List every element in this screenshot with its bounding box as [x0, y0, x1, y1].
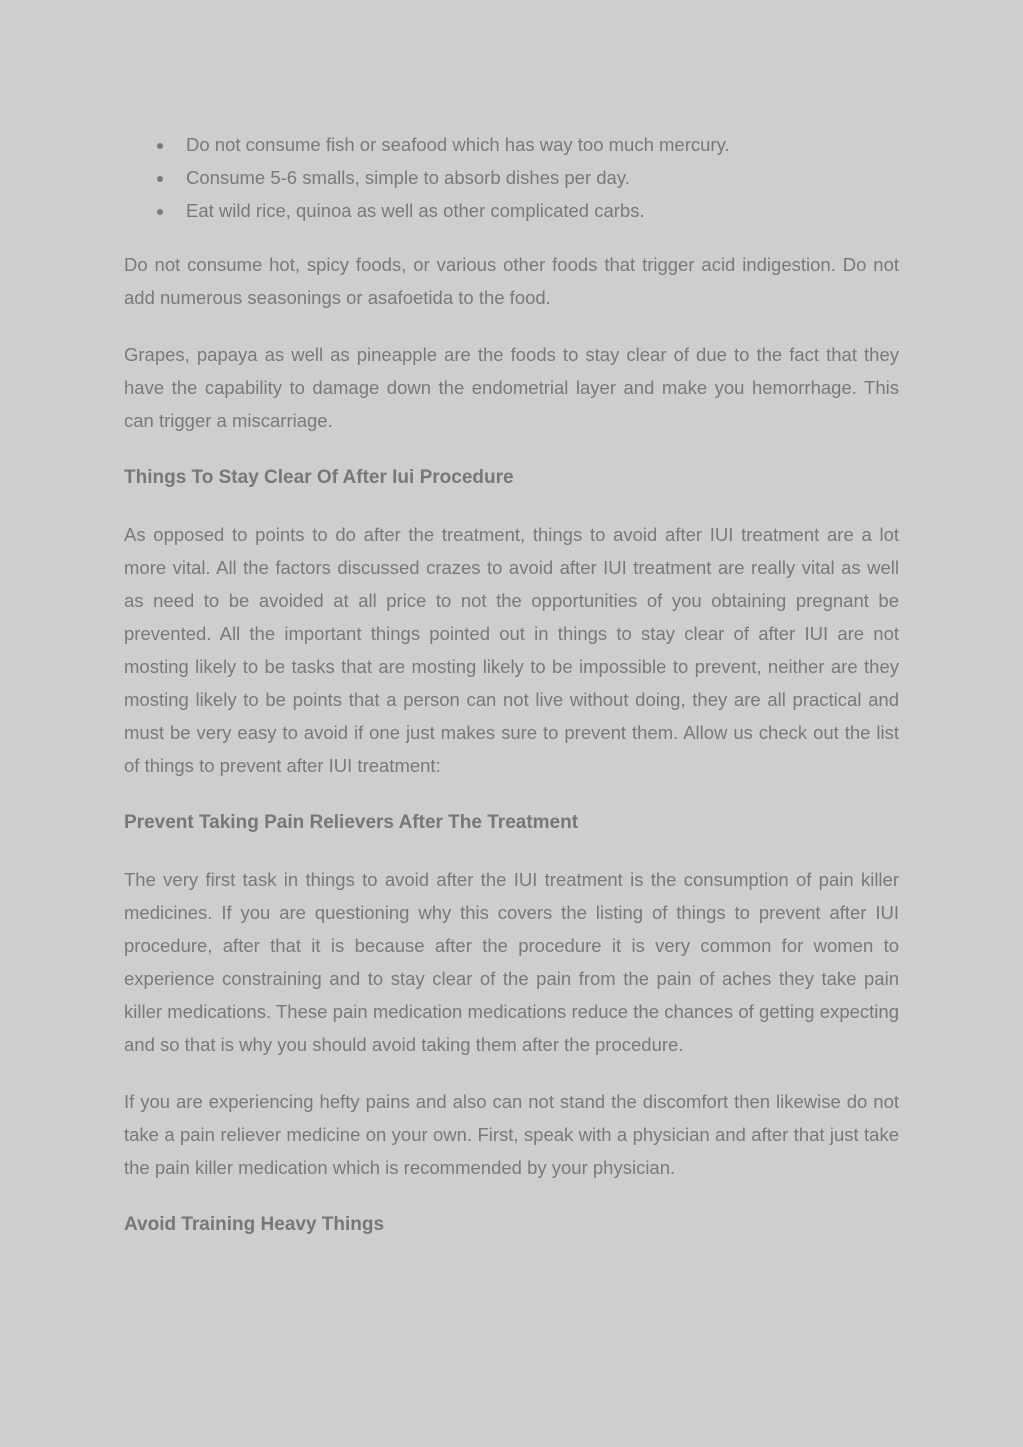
paragraph-spicy-foods: Do not consume hot, spicy foods, or various other foods that trigger acid indigestion. Do not add numerous seasonings or asafoetida to the food. — [124, 254, 899, 308]
section-heading-pain-relievers: Prevent Taking Pain Relievers After The Treatment — [124, 812, 579, 833]
paragraph-fruits-to-avoid: Grapes, papaya as well as pineapple are the foods to stay clear of due to the fact that they have the capability to damage down the endometrial layer and make you hemorrhage. This can trigger a miscarriage. — [124, 344, 899, 431]
document-body — [124, 128, 899, 1265]
list-item-text: Consume 5-6 smalls, simple to absorb dishes per day. — [186, 167, 630, 188]
list-item — [124, 194, 899, 227]
bullet-list — [124, 128, 899, 227]
section-heading-heavy-things: Avoid Training Heavy Things — [124, 1214, 385, 1235]
section-heading-things-to-avoid: Things To Stay Clear Of After Iui Procedure — [124, 467, 514, 488]
bullet-icon — [157, 176, 163, 182]
list-item-text: Eat wild rice, quinoa as well as other complicated carbs. — [186, 200, 645, 221]
paragraph-things-to-avoid: As opposed to points to do after the treatment, things to avoid after IUI treatment are a lot more vital. All the factors discussed crazes to avoid after IUI treatment are really vital as well as need to be avoided at all price to not the opportunities of you obtaining pregnant be prevented. All the important things pointed out in things to stay clear of after IUI are not mosting likely to be tasks that are mosting likely to be impossible to prevent, neither are they mosting likely to be points that a person can not live without doing, they are all practical and must be very easy to avoid if one just makes sure to prevent them. Allow us check out the list of things to prevent after IUI treatment: — [124, 524, 899, 776]
bullet-icon — [157, 143, 163, 149]
list-item — [124, 128, 899, 161]
paragraph-consult-physician: If you are experiencing hefty pains and also can not stand the discomfort then likewise do not take a pain reliever medicine on your own. First, speak with a physician and after that just take the pain killer medication which is recommended by your physician. — [124, 1091, 899, 1178]
list-item — [124, 161, 899, 194]
bullet-icon — [157, 209, 163, 215]
list-item-text: Do not consume fish or seafood which has way too much mercury. — [186, 134, 730, 155]
paragraph-pain-killers: The very first task in things to avoid after the IUI treatment is the consumption of pain killer medicines. If you are questioning why this covers the listing of things to prevent after IUI procedure, after that it is because after the procedure it is very common for women to experience constraining and to stay clear of the pain from the pain of aches they take pain killer medications. These pain medication medications reduce the chances of getting expecting and so that is why you should avoid taking them after the procedure. — [124, 869, 899, 1055]
